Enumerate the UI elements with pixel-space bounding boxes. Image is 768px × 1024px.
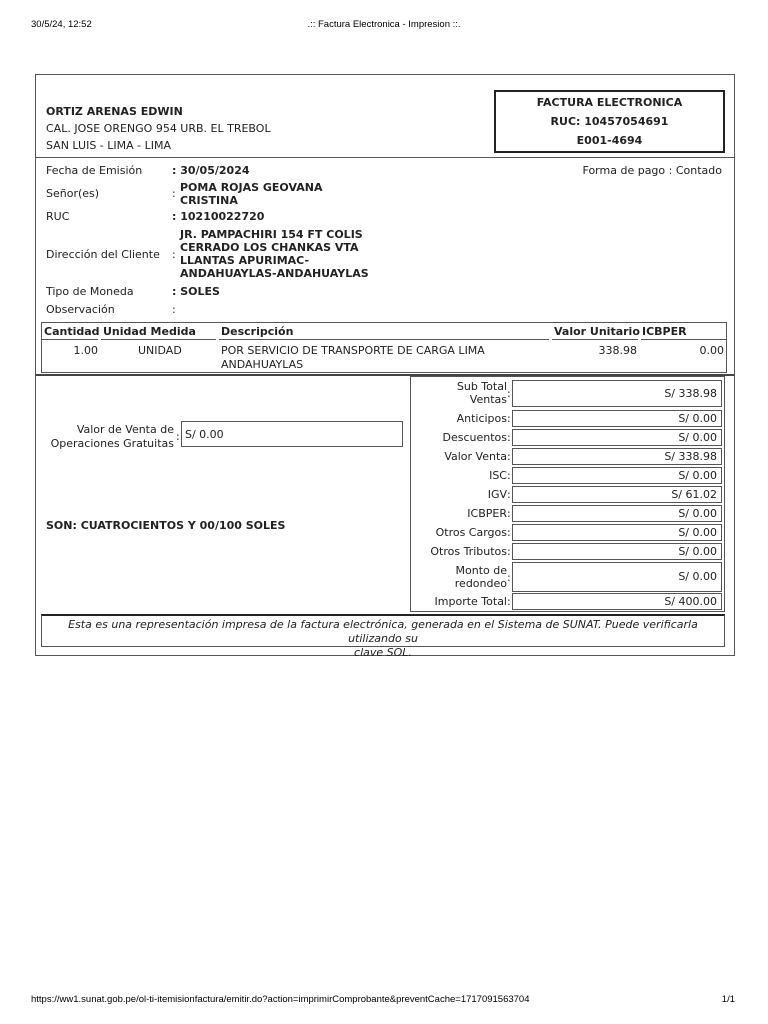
payment-method: Forma de pago : Contado [582, 164, 722, 177]
total-value: S/ 0.00 [512, 410, 722, 427]
total-value: S/ 338.98 [512, 380, 722, 407]
dir-label: Dirección del Cliente [46, 248, 160, 261]
document-box [494, 90, 725, 153]
issuer-address: CAL. JOSE ORENGO 954 URB. EL TREBOL [46, 122, 271, 135]
total-value: S/ 400.00 [512, 593, 722, 610]
total-value: S/ 0.00 [512, 524, 722, 541]
item-valor-unitario: 338.98 [598, 344, 637, 357]
total-row-subtotal: Sub Total Ventas : S/ 338.98 [411, 378, 724, 408]
total-value: S/ 61.02 [512, 486, 722, 503]
obs-label: Observación [46, 303, 115, 316]
print-title: .:: Factura Electronica - Impresion ::. [307, 19, 461, 30]
issuer-block [46, 103, 271, 154]
total-value: S/ 0.00 [512, 543, 722, 560]
print-url: https://ww1.sunat.gob.pe/ol-ti-itemisionfactura/emitir.do?action=imprimirComprobante&preventCache=1717091563704 [31, 994, 530, 1005]
issuer-city: SAN LUIS - LIMA - LIMA [46, 139, 171, 152]
senor-value: POMA ROJAS GEOVANA CRISTINA [180, 181, 323, 207]
items-table [41, 322, 727, 373]
header-underline [101, 339, 216, 340]
senor-label: Señor(es) [46, 187, 100, 200]
obs-colon: : [172, 303, 176, 316]
header-underline [219, 339, 549, 340]
totals-panel [410, 376, 725, 612]
issuer-name: ORTIZ ARENAS EDWIN [46, 105, 183, 118]
total-row-descuentos: Descuentos : S/ 0.00 [411, 429, 724, 446]
item-cantidad: 1.00 [73, 344, 98, 357]
total-row-redondeo: Monto de redondeo : S/ 0.00 [411, 562, 724, 592]
moneda-value: : SOLES [172, 285, 220, 298]
total-value: S/ 0.00 [512, 562, 722, 592]
dir-value: JR. PAMPACHIRI 154 FT COLIS CERRADO LOS CHANKAS VTA LLANTAS APURIMAC- ANDAHUAYLAS-ANDAHUAYLAS [180, 228, 369, 280]
header-underline [641, 339, 726, 340]
total-value: S/ 0.00 [512, 467, 722, 484]
fecha-label: Fecha de Emisión [46, 164, 143, 177]
total-value: S/ 338.98 [512, 448, 722, 465]
total-row-igv: IGV : S/ 61.02 [411, 486, 724, 503]
header-underline [42, 339, 98, 340]
total-value: S/ 0.00 [512, 429, 722, 446]
col-valor-unitario: Valor Unitario [554, 325, 640, 338]
ruc-label: RUC [46, 210, 70, 223]
document-ruc: RUC: 10457054691 [550, 115, 669, 128]
col-unidad: Unidad Medida [103, 325, 196, 338]
col-cantidad: Cantidad [44, 325, 100, 338]
total-value: S/ 0.00 [512, 505, 722, 522]
amount-in-words: SON: CUATROCIENTOS Y 00/100 SOLES [46, 519, 286, 532]
col-descripcion: Descripción [221, 325, 294, 338]
print-page: 1/1 [721, 994, 735, 1005]
item-unidad: UNIDAD [138, 344, 182, 357]
senor-colon: : [172, 187, 176, 200]
total-row-importe-total: Importe Total : S/ 400.00 [411, 593, 724, 610]
divider [36, 157, 734, 158]
legal-notice: Esta es una representación impresa de la factura electrónica, generada en el Sistema de SUNAT. Puede verificarla utilizando su clave SOL. [41, 614, 725, 647]
dir-colon: : [172, 248, 176, 261]
item-descripcion: POR SERVICIO DE TRANSPORTE DE CARGA LIMA ANDAHUAYLAS [221, 344, 485, 371]
gratuitas-value: S/ 0.00 [181, 421, 403, 447]
total-row-otros-cargos: Otros Cargos : S/ 0.00 [411, 524, 724, 541]
item-icbper: 0.00 [699, 344, 724, 357]
col-icbper: ICBPER [642, 325, 687, 338]
total-row-valor-venta: Valor Venta : S/ 338.98 [411, 448, 724, 465]
ruc-value: : 10210022720 [172, 210, 265, 223]
print-datetime: 30/5/24, 12:52 [31, 19, 92, 30]
total-row-anticipos: Anticipos : S/ 0.00 [411, 410, 724, 427]
total-row-otros-tributos: Otros Tributos : S/ 0.00 [411, 543, 724, 560]
total-row-icbper: ICBPER : S/ 0.00 [411, 505, 724, 522]
invoice [35, 74, 735, 659]
total-row-isc: ISC : S/ 0.00 [411, 467, 724, 484]
header-underline [552, 339, 638, 340]
fecha-value: : 30/05/2024 [172, 164, 250, 177]
document-number: E001-4694 [576, 134, 643, 147]
document-type: FACTURA ELECTRONICA [536, 96, 683, 109]
moneda-label: Tipo de Moneda [46, 285, 134, 298]
gratuitas-label: Valor de Venta de Operaciones Gratuitas [50, 423, 174, 450]
gratuitas-colon: : [176, 430, 180, 443]
